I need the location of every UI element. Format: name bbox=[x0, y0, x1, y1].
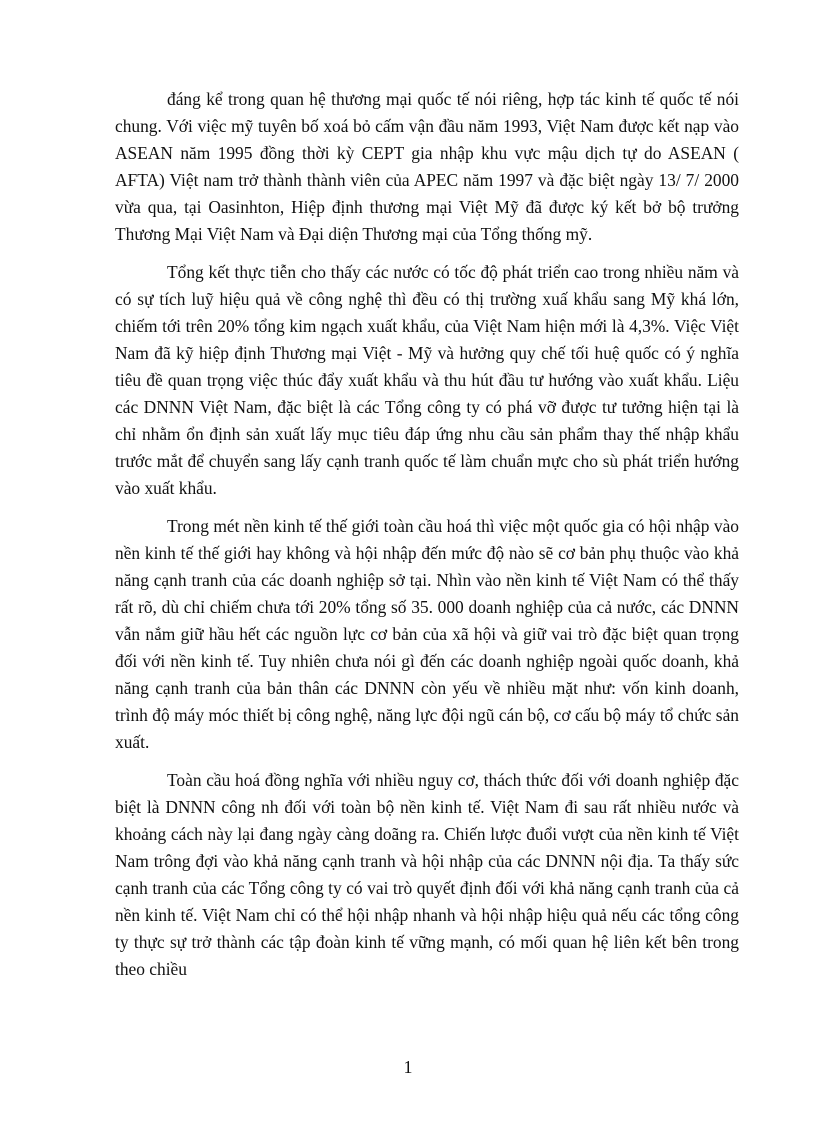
paragraph-4: Toàn cầu hoá đồng nghĩa với nhiều nguy cơ, thách thức đối với doanh nghiệp đặc biệt là DNNN công nh đối với toàn bộ nền kinh tế. Việt Nam đi sau rất nhiều nước và khoảng cách này lại đang ngày càng doãng ra. Chiến lược đuổi vượt của nền kinh tế Việt Nam trông đợi vào khả năng cạnh tranh và hội nhập của các DNNN nội địa. Ta thấy sức cạnh tranh của các Tổng công ty có vai trò quyết định đối với khả năng cạnh tranh của cả nền kinh tế. Việt Nam chỉ có thể hội nhập nhanh và hội nhập hiệu quả nếu các tổng công ty thực sự trở thành các tập đoàn kinh tế vững mạnh, có mối quan hệ liên kết bên trong theo chiều bbox=[115, 770, 739, 979]
paragraph-2: Tổng kết thực tiễn cho thấy các nước có tốc độ phát triển cao trong nhiều năm và có sự tích luỹ hiệu quả về công nghệ thì đều có thị trường xuấ khẩu sang Mỹ khá lớn, chiếm tới trên 20% tổng kim ngạch xuất khẩu, của Việt Nam hiện mới là 4,3%. Việc Việt Nam đã kỹ hiệp định Thương mại Việt - Mỹ và hưởng quy chế tối huệ quốc có ý nghĩa tiêu đề quan trọng việc thúc đẩy xuất khẩu và thu hút đầu tư hướng vào xuất khẩu. Liệu các DNNN Việt Nam, đặc biệt là các Tổng công ty có phá vỡ được tư tưởng hiện tại là chỉ nhằm ổn định sản xuất lấy mục tiêu đáp ứng nhu cầu sản phẩm thay thế nhập khẩu trước mắt để chuyển sang lấy cạnh tranh quốc tế làm chuẩn mực cho sù phát triển hướng vào xuất khẩu. bbox=[115, 262, 739, 498]
paragraph-3: Trong mét nền kinh tế thế giới toàn cầu hoá thì việc một quốc gia có hội nhập vào nền kinh tế thế giới hay không và hội nhập đến mức độ nào sẽ cơ bản phụ thuộc vào khả năng cạnh tranh của các doanh nghiệp sở tại. Nhìn vào nền kinh tế Việt Nam có thể thấy rất rõ, dù chỉ chiếm chưa tới 20% tổng số 35. 000 doanh nghiệp của cả nước, các DNNN vẫn nắm giữ hầu hết các nguồn lực cơ bản của xã hội và giữ vai trò đặc biệt quan trọng đối với nền kinh tế. Tuy nhiên chưa nói gì đến các doanh nghiệp ngoài quốc doanh, khả năng cạnh tranh của bản thân các DNNN còn yếu về nhiều mặt như: vốn kinh doanh, trình độ máy móc thiết bị công nghệ, năng lực đội ngũ cán bộ, cơ cấu bộ máy tổ chức sản xuất. bbox=[115, 516, 739, 752]
document-body bbox=[115, 86, 739, 994]
page-number: 1 bbox=[403, 1057, 413, 1077]
paragraph-1: đáng kể trong quan hệ thương mại quốc tế nói riêng, hợp tác kinh tế quốc tế nói chung. Với việc mỹ tuyên bố xoá bỏ cấm vận đầu năm 1993, Việt Nam được kết nạp vào ASEAN năm 1995 đồng thời kỳ CEPT gia nhập khu vực mậu dịch tự do ASEAN ( AFTA) Việt nam trở thành thành viên của APEC năm 1997 và đặc biệt ngày 13/ 7/ 2000 vừa qua, tại Oasinhton, Hiệp định thương mại Việt Mỹ đã được ký kết bở bộ trưởng Thương Mại Việt Nam và Đại diện Thương mại của Tổng thống mỹ. bbox=[115, 89, 739, 244]
